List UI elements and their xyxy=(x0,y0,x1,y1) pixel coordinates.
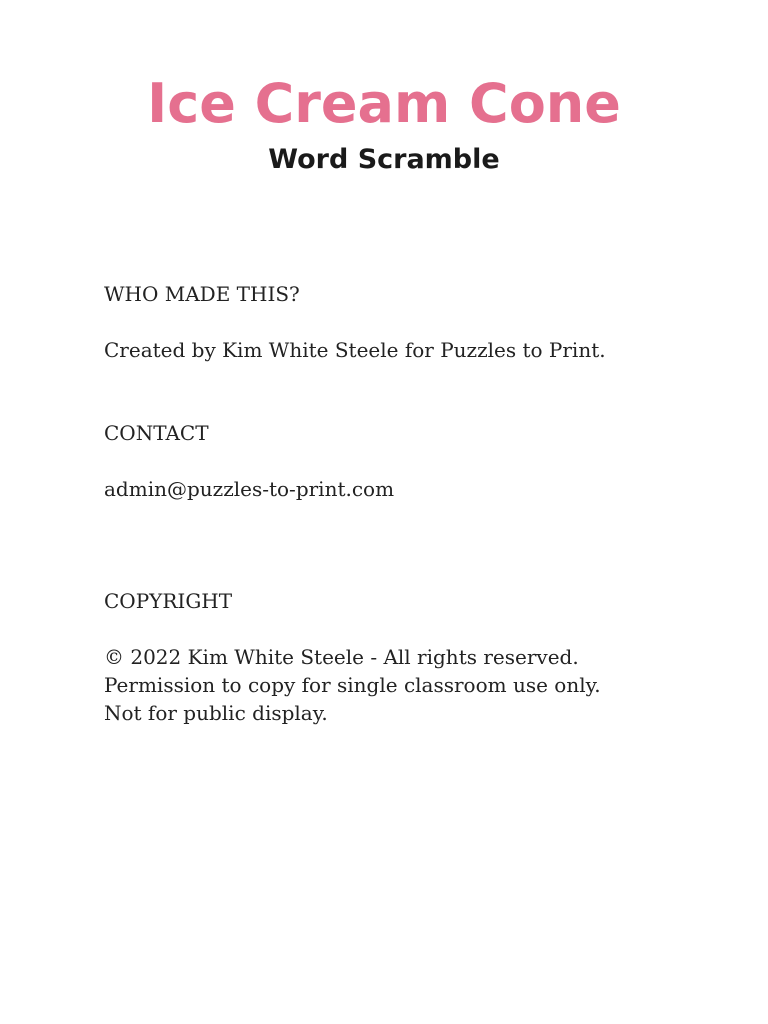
section-heading-who-made-this: WHO MADE THIS? xyxy=(104,282,300,306)
copyright-notice xyxy=(104,643,601,727)
creator-credit: Created by Kim White Steele for Puzzles to Print. xyxy=(104,338,606,362)
contact-email: admin@puzzles-to-print.com xyxy=(104,477,395,501)
section-heading-copyright: COPYRIGHT xyxy=(104,589,233,613)
permission-line: Permission to copy for single classroom use only. xyxy=(104,673,601,697)
page-title: Ice Cream Cone xyxy=(147,72,621,135)
section-heading-contact: CONTACT xyxy=(104,421,209,445)
page-subtitle: Word Scramble xyxy=(268,144,500,175)
copyright-line: © 2022 Kim White Steele - All rights reserved. xyxy=(104,645,579,669)
display-restriction-line: Not for public display. xyxy=(104,701,328,725)
